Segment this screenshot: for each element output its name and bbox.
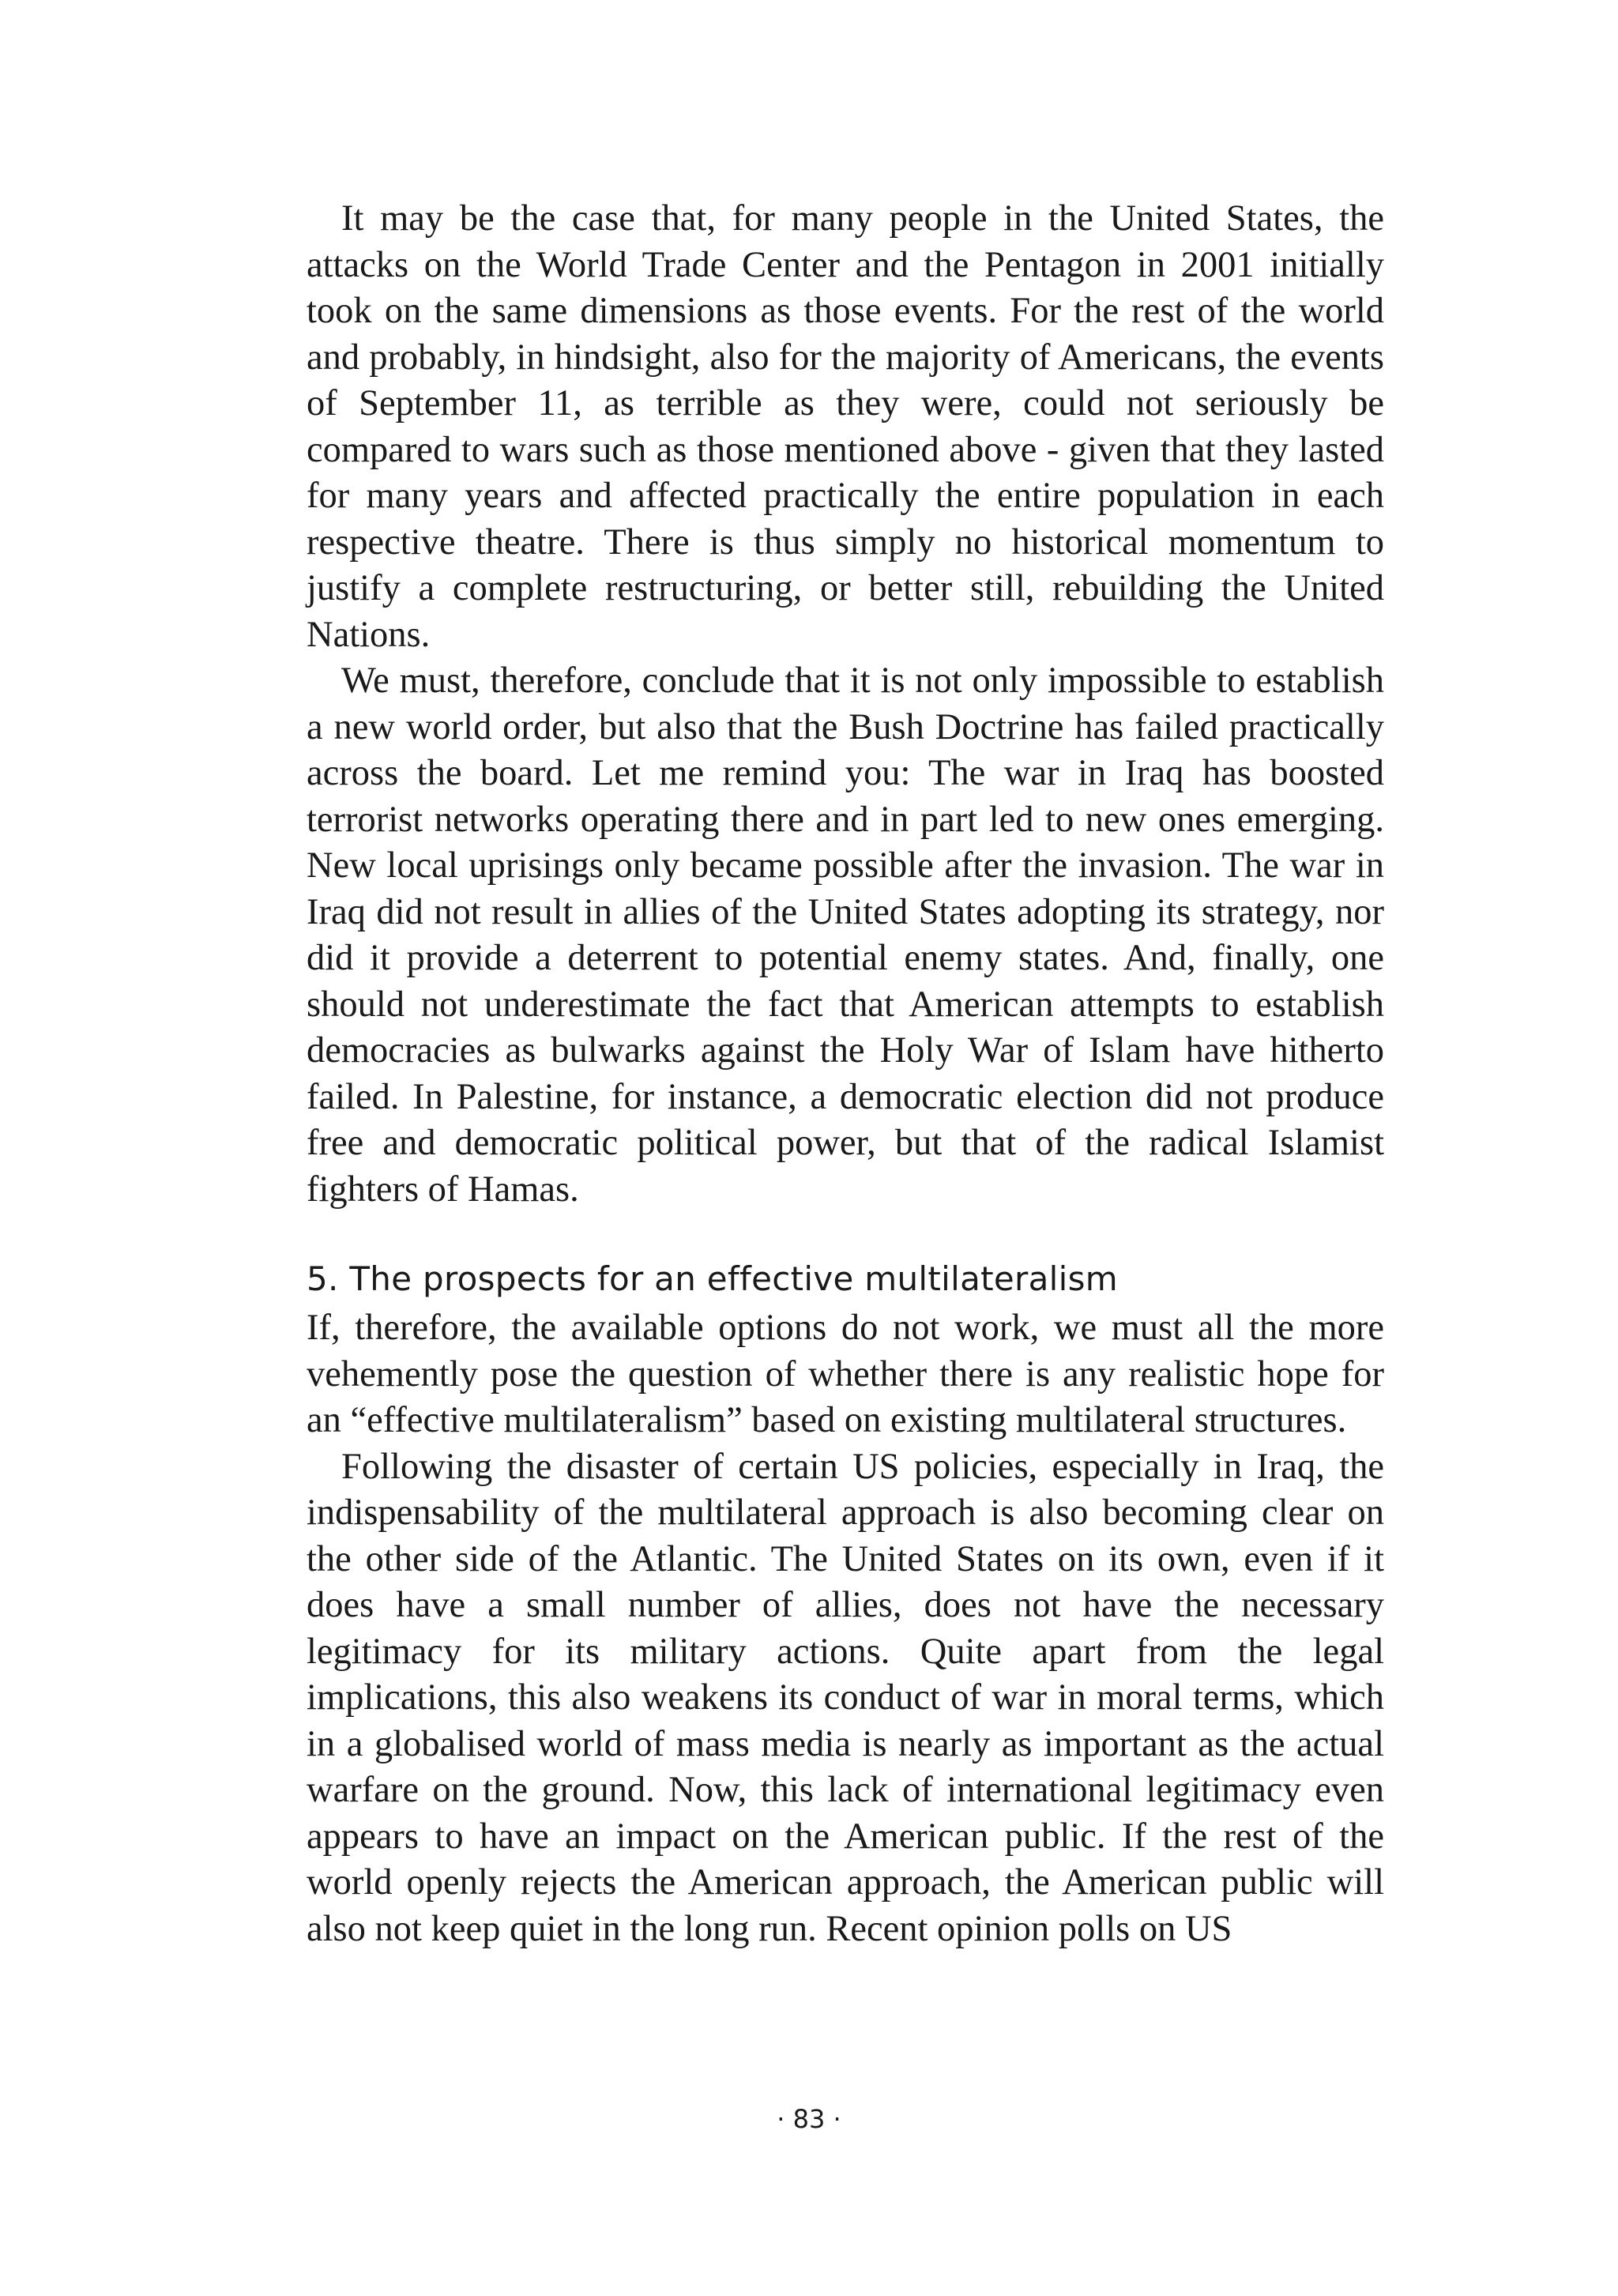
section-heading: 5. The prospects for an effective multilateralism xyxy=(307,1259,1118,1298)
body-text-top xyxy=(307,196,1384,1213)
page-number: · 83 · xyxy=(777,2104,841,2134)
body-text-bottom xyxy=(307,1305,1384,1952)
paragraph-continuation: It may be the case that, for many people in the United States, the attacks on the World Trade Center and the Pentagon in 2001 initially took on the same dimensions as those events. For the rest of the world and probably, in hindsight, also for the majority of Americans, the events of September 11, as terrible as they were, could not seriously be compared to wars such as those mentioned above - given that they lasted for many years and affected practically the entire population in each respective theatre. There is thus simply no historical momentum to justify a complete restructuring, or better still, rebuilding the United Nations. xyxy=(307,198,1384,655)
paragraph-us-policies: Following the disaster of certain US policies, especially in Iraq, the indispensability of the multilateral approach is also becoming clear on the other side of the Atlantic. The United States on its own, even if it does have a small number of allies, does not have the necessary legitimacy for its military actions. Quite apart from the legal implications, this also weakens its conduct of war in moral terms, which in a globalised world of mass media is nearly as important as the actual warfare on the ground. Now, this lack of international legitimacy even appears to have an impact on the American public. If the rest of the world openly rejects the American approach, the American public will also not keep quiet in the long run. Recent opinion polls on US xyxy=(307,1446,1384,1949)
paragraph-bush-doctrine: We must, therefore, conclude that it is not only impossible to establish a new world order, but also that the Bush Doctrine has failed practically across the board. Let me remind you: The war in Iraq has boosted terrorist networks operating there and in part led to new ones emerging. New local uprisings only became possible after the invasion. The war in Iraq did not result in allies of the United States adopting its strategy, nor did it provide a deterrent to potential enemy states. And, finally, one should not underestimate the fact that American attempts to establish democracies as bulwarks against the Holy War of Islam have hitherto failed. In Palestine, for instance, a democratic election did not produce free and democratic political power, but that of the radical Islamist fighters of Hamas. xyxy=(307,661,1384,1210)
paragraph-section-intro: If, therefore, the available options do not work, we must all the more vehemently pose the question of whether there is any realistic hope for an “effective multilateralism” based on existing multilateral structures. xyxy=(307,1308,1384,1440)
